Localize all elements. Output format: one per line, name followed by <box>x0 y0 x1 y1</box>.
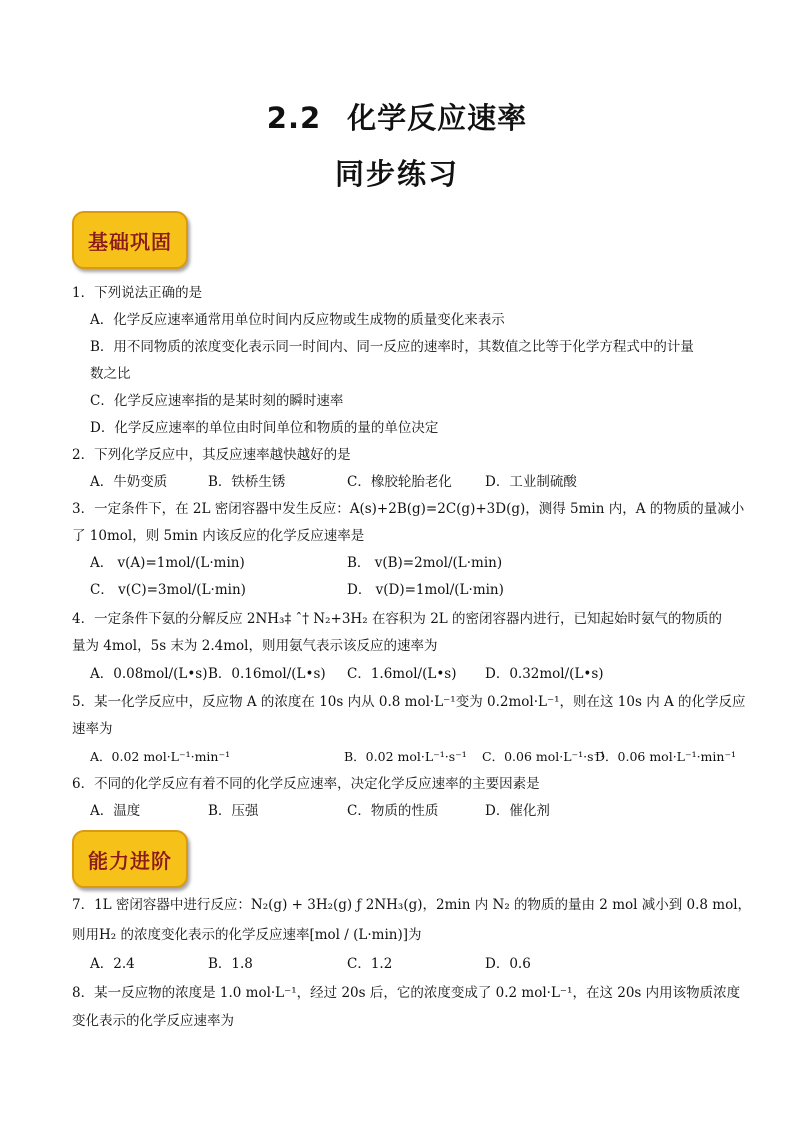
q6-stem: 6．不同的化学反应有着不同的化学反应速率，决定化学反应速率的主要因素是 <box>72 776 540 792</box>
q4-option-c: C．1.6mol/(L•s) <box>347 666 457 682</box>
q3-option-d: D． v(D)=1mol/(L·min) <box>347 582 504 598</box>
q3-option-c: C． v(C)=3mol/(L·min) <box>90 582 246 598</box>
q6-option-a: A．温度 <box>90 803 141 819</box>
q1-option-c: C．化学反应速率指的是某时刻的瞬时速率 <box>90 393 344 409</box>
q7-stem-cont: 则用H₂ 的浓度变化表示的化学反应速率[mol / (L·min)]为 <box>72 927 422 943</box>
q2-stem: 2．下列化学反应中，其反应速率越快越好的是 <box>72 447 351 463</box>
q6-options <box>0 802 794 820</box>
q6-option-b: B．压强 <box>208 803 259 819</box>
q4-stem: 4．一定条件下氨的分解反应 2NH₃‡ ˆ† N₂+3H₂ 在容积为 2L 的密闭容器内进行，已知起始时氨气的物质的 <box>72 611 723 627</box>
title-text: 化学反应速率 <box>347 101 528 135</box>
q4-stem-cont: 量为 4mol，5s 末为 2.4mol，则用氨气表示该反应的速率为 <box>72 638 438 654</box>
q2-option-a: A．牛奶变质 <box>90 474 168 490</box>
q1-stem: 1．下列说法正确的是 <box>72 285 203 301</box>
q7-option-a: A．2.4 <box>90 956 135 972</box>
q5-option-a: A．0.02 mol·L⁻¹·min⁻¹ <box>90 749 231 764</box>
q3-stem-cont: 了 10mol，则 5min 内该反应的化学反应速率是 <box>72 528 365 544</box>
q1-option-b: B．用不同物质的浓度变化表示同一时间内、同一反应的速率时，其数值之比等于化学方程式中的计量 <box>90 339 694 355</box>
q7-option-c: C．1.2 <box>347 956 393 972</box>
q7-option-d: D．0.6 <box>485 956 531 972</box>
q1-option-b-cont: 数之比 <box>90 366 131 382</box>
q8-stem-cont: 变化表示的化学反应速率为 <box>72 1013 234 1029</box>
q1-option-d: D．化学反应速率的单位由时间单位和物质的量的单位决定 <box>90 420 439 436</box>
q4-options <box>0 665 794 683</box>
q2-option-b: B．铁桥生锈 <box>208 474 286 490</box>
q2-options <box>0 473 794 491</box>
q3-stem: 3．一定条件下，在 2L 密闭容器中发生反应：A(s)+2B(g)=2C(g)+3D(g)，测得 5min 内，A 的物质的量减小 <box>72 501 745 517</box>
q6-option-d: D．催化剂 <box>485 803 550 819</box>
q4-option-d: D．0.32mol/(L•s) <box>485 666 604 682</box>
q5-option-c: C．0.06 mol·L⁻¹·s⁻¹ <box>482 749 606 764</box>
page-subtitle: 同步练习 <box>334 157 459 191</box>
q4-option-a: A．0.08mol/(L•s) <box>90 666 208 682</box>
q5-options <box>0 748 794 766</box>
section-number: 2.2 <box>266 101 322 135</box>
q4-option-b: B．0.16mol/(L•s) <box>208 666 326 682</box>
q3-option-a: A． v(A)=1mol/(L·min) <box>90 555 245 571</box>
q5-stem-cont: 速率为 <box>72 721 113 737</box>
q5-option-b: B．0.02 mol·L⁻¹·s⁻¹ <box>344 749 467 764</box>
q7-options <box>0 955 794 973</box>
q3-options-row2 <box>0 581 794 599</box>
q7-option-b: B．1.8 <box>208 956 253 972</box>
q3-option-b: B． v(B)=2mol/(L·min) <box>347 555 503 571</box>
q1-option-a: A．化学反应速率通常用单位时间内反应物或生成物的质量变化来表示 <box>90 312 505 328</box>
q7-stem: 7．1L 密闭容器中进行反应：N₂(g) + 3H₂(g) ƒ 2NH₃(g)，2min 内 N₂ 的物质的量由 2 mol 减小到 0.8 mol， <box>72 897 752 913</box>
q5-option-d: D．0.06 mol·L⁻¹·min⁻¹ <box>595 749 737 764</box>
q2-option-d: D．工业制硫酸 <box>485 474 577 490</box>
q8-stem: 8．某一反应物的浓度是 1.0 mol·L⁻¹，经过 20s 后，它的浓度变成了 0.2 mol·L⁻¹，在这 20s 内用该物质浓度 <box>72 985 741 1001</box>
q6-option-c: C．物质的性质 <box>347 803 439 819</box>
q5-stem: 5．某一化学反应中，反应物 A 的浓度在 10s 内从 0.8 mol·L⁻¹变为 0.2mol·L⁻¹，则在这 10s 内 A 的化学反应 <box>72 694 746 710</box>
section-badge-basic: 基础巩固 <box>72 211 188 269</box>
q2-option-c: C．橡胶轮胎老化 <box>347 474 452 490</box>
q3-options-row1 <box>0 554 794 572</box>
section-badge-advanced: 能力进阶 <box>72 830 188 888</box>
page-title <box>0 96 794 137</box>
